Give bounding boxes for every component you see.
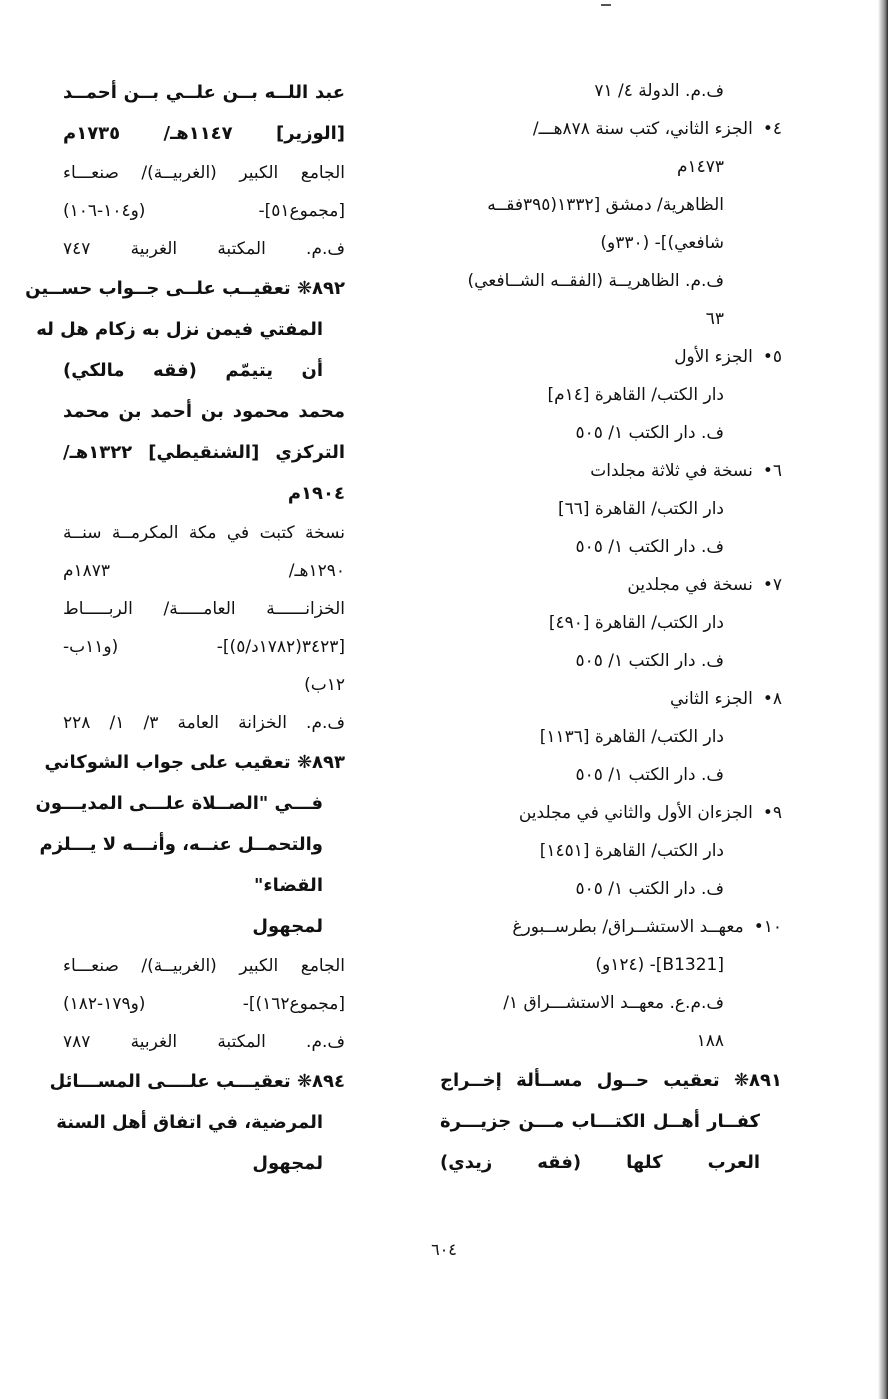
entry-heading-line: ١٩٠٤م [287,483,345,504]
detail-line: ف. دار الكتب ١/ ٥٠٥ [575,423,724,443]
copy-description: نسخة في مجلدين [627,575,753,595]
copy-description: الجزء الثاني [670,689,753,709]
detail-line: [مجموع١٦٢)]- (و١٧٩-١٨٢) [63,994,345,1014]
detail-line: دار الكتب/ القاهرة [٦٦] [557,499,724,519]
entry-title-line: فـــي "الصــلاة علـــى المديـــون [35,793,323,814]
entry-heading-line: محمد محمود بن أحمد بن محمد [63,401,345,422]
detail-line: ف. دار الكتب ١/ ٥٠٥ [575,537,724,557]
detail-line: [٣٤٢٣(١٧٨٢د/٥)]- (و١١ب- [63,637,345,657]
copy-description: نسخة في ثلاثة مجلدات [590,461,753,481]
entry-heading-line: [الوزير] ١١٤٧هـ/ ١٧٣٥م [63,123,345,144]
copy-item-line [440,110,782,148]
copy-number: ٦ [772,461,782,481]
entry-heading-line: ٨٩٤❋ تعقيـــب علــــى المســـائل [49,1071,345,1092]
entry-title-line: والتحمــل عنــه، وأنـــه لا يـــلزم [39,834,323,855]
detail-line: شافعي)]- (٣٣٠و) [600,233,724,253]
detail-line: ف.م. الظاهريــة (الفقــه الشــافعي) [467,271,724,291]
detail-line: الجامع الكبير (الغربيــة)/ صنعـــاء [63,956,345,976]
left-column [25,72,345,1184]
entry-heading-line: التركزي [الشنقيطي] ١٣٢٢هـ/ [63,442,345,463]
detail-line: دار الكتب/ القاهرة [١٤م] [547,385,724,405]
detail-line: [B1321]- (١٢٤و) [595,955,724,975]
copy-number: ٥ [772,347,782,367]
copy-item-line [440,908,782,946]
detail-line: الجامع الكبير (الغربيــة)/ صنعـــاء [63,163,345,183]
entry-title-line: لمجهول [252,1153,323,1174]
detail-line: ف. دار الكتب ١/ ٥٠٥ [575,651,724,671]
detail-line: ف. دار الكتب ١/ ٥٠٥ [575,879,724,899]
detail-line: ف.م. الدولة ٤/ ٧١ [594,81,724,101]
detail-line: الخزانــــــة العامـــــة/ الربـــــاط [63,599,345,619]
detail-line: دار الكتب/ القاهرة [١١٣٦] [539,727,724,747]
detail-line: ١٢ب) [304,675,345,695]
copy-description: معهــد الاستشــراق/ بطرســبورغ [512,917,744,937]
detail-line: دار الكتب/ القاهرة [٤٩٠] [548,613,724,633]
bullet-icon [748,917,764,937]
detail-line: ف. دار الكتب ١/ ٥٠٥ [575,765,724,785]
entry-heading-line: ٨٩٣❋ تعقيب على جواب الشوكاني [44,752,345,773]
copy-number: ٧ [772,575,782,595]
entry-title-line: لمجهول [252,916,323,937]
detail-line: ٦٣ [705,309,724,329]
entry-title-line: المفتي فيمن نزل به زكام هل له [36,319,323,340]
bullet-icon [757,689,773,709]
detail-line: الظاهرية/ دمشق [١٣٣٢(٣٩٥فقــه [487,195,724,215]
bullet-icon [757,119,773,139]
bullet-icon [757,461,773,481]
copy-item-line [440,452,782,490]
entry-title-line: القضاء" [254,875,323,896]
copy-item-line [440,680,782,718]
copy-number: ٤ [772,119,782,139]
entry-title-line: المرضية، في اتفاق أهل السنة [56,1112,323,1133]
copy-item-line [440,794,782,832]
detail-line: ف.م. المكتبة الغربية ٧٤٧ [63,239,345,259]
copy-description: الجزء الثاني، كتب سنة ٨٧٨هـــ/ [532,119,753,139]
detail-line: ف.م. المكتبة الغربية ٧٨٧ [63,1032,345,1052]
detail-line: [مجموع٥١]- (و١٠٤-١٠٦) [63,201,345,221]
entry-heading-line: عبد اللــه بــن علــي بــن أحمــد [63,82,345,103]
entry-title-line: كفــار أهــل الكتـــاب مـــن جزيـــرة [440,1111,760,1132]
entry-heading-line: ٨٩١❋ تعقيب حــول مســألة إخــراج [440,1070,782,1091]
bullet-icon [757,575,773,595]
copy-description: الجزء الأول [674,347,753,367]
copy-item-line [440,566,782,604]
entry-title-line: العرب كلها (فقه زيدي) [440,1152,760,1173]
entry-title-line: أن يتيمّم (فقه مالكي) [63,360,323,381]
copy-number: ٩ [772,803,782,823]
page-edge-shadow [878,0,888,1399]
entry-heading-line: ٨٩٢❋ تعقيــب علــى جــواب حســين [25,278,345,299]
detail-line: ١٤٧٣م [676,157,724,177]
right-column [440,72,782,1183]
bullet-icon [757,803,773,823]
detail-line: نسخة كتبت في مكة المكرمــة سنــة [63,523,345,543]
top-mark [601,4,611,6]
bullet-icon [757,347,773,367]
detail-line: ف.م. الخزانة العامة ٣/ ١/ ٢٢٨ [63,713,345,733]
page-number: ٦٠٤ [431,1240,457,1259]
copy-description: الجزءان الأول والثاني في مجلدين [518,803,753,823]
copy-number: ٨ [772,689,782,709]
copy-number: ١٠ [763,917,782,937]
detail-line: ١٨٨ [696,1031,724,1051]
detail-line: ١٢٩٠هـ/ ١٨٧٣م [63,561,345,581]
detail-line: دار الكتب/ القاهرة [١٤٥١] [539,841,724,861]
detail-line: ف.م.ع. معهــد الاستشـــراق ١/ [503,993,724,1013]
copy-item-line [440,338,782,376]
